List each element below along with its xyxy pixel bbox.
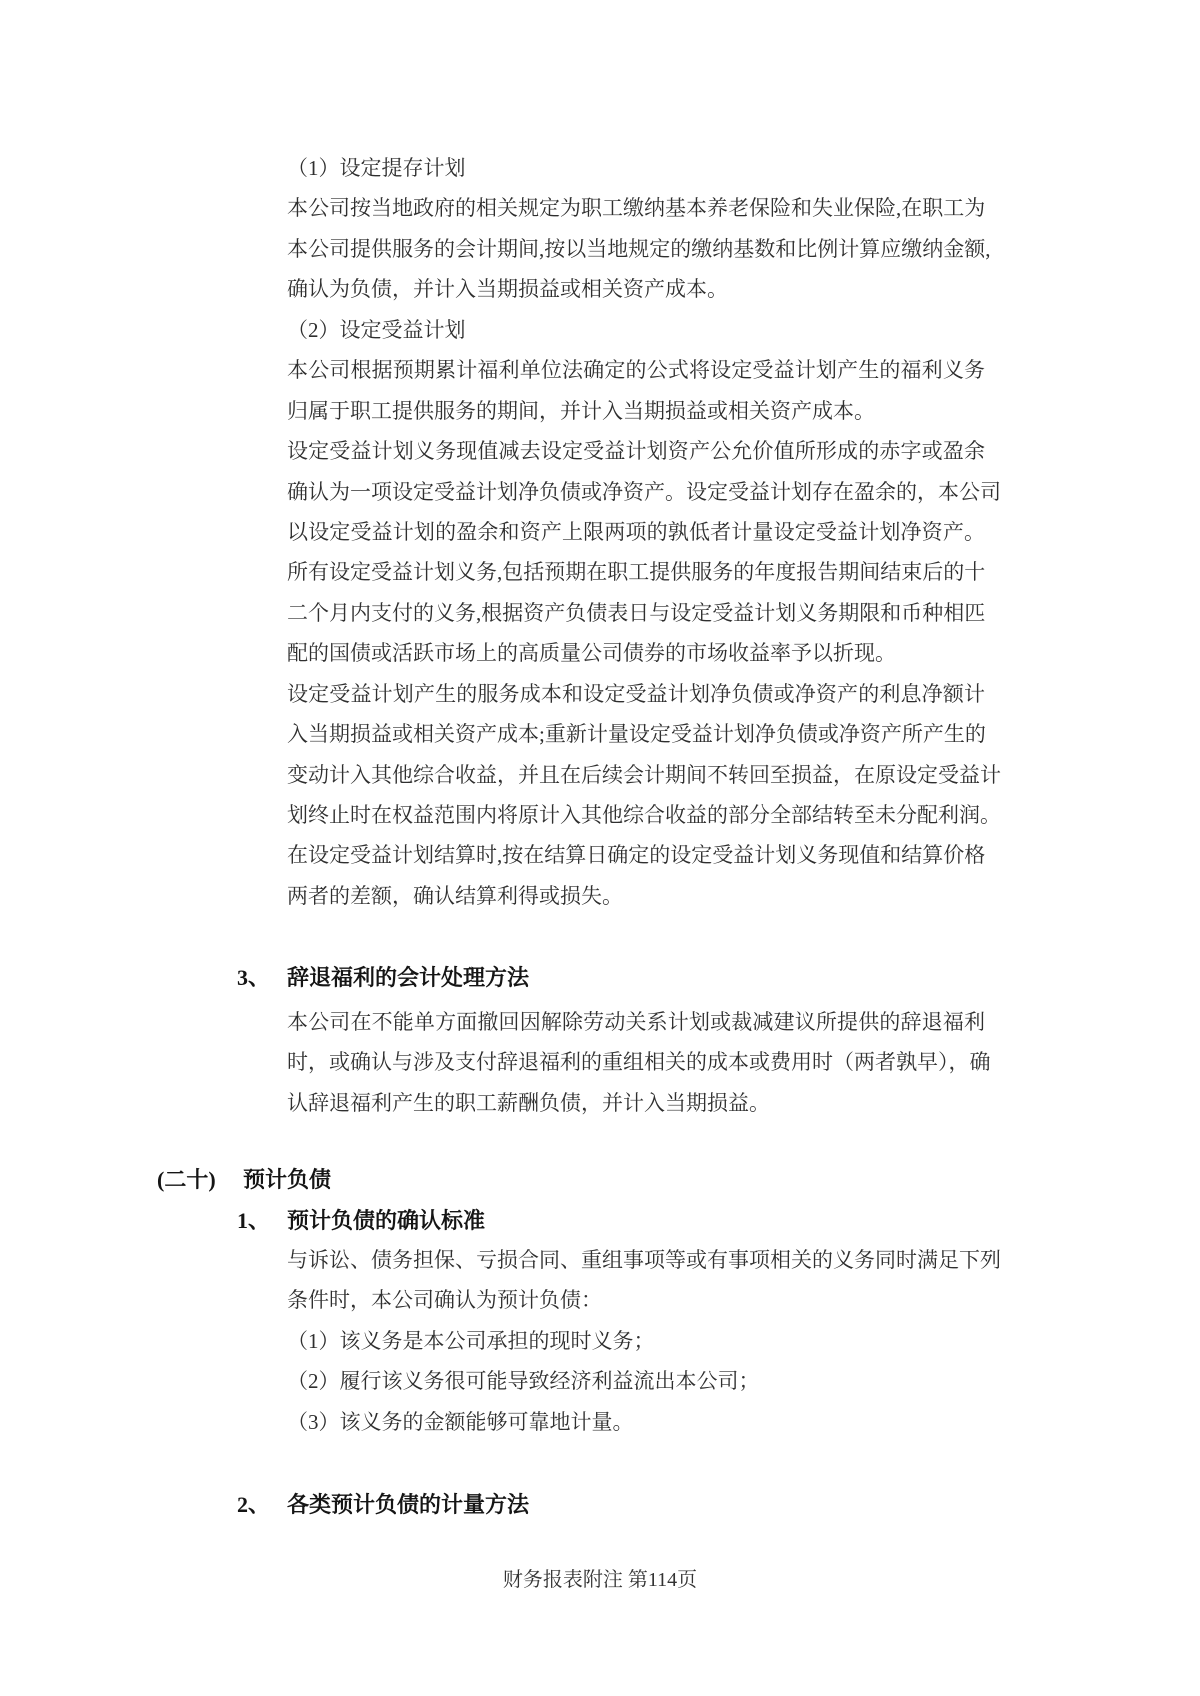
heading-title: 辞退福利的会计处理方法	[287, 965, 530, 990]
paragraph-line: 划终止时在权益范围内将原计入其他综合收益的部分全部结转至未分配利润。	[287, 803, 1001, 827]
heading-title: 预计负债	[243, 1167, 332, 1192]
paragraph-line: 条件时，本公司确认为预计负债：	[287, 1288, 602, 1313]
paragraph-line: （1）设定提存计划	[287, 156, 466, 180]
paragraph-line: 确认为一项设定受益计划净负债或净资产。设定受益计划存在盈余的，本公司	[287, 479, 1001, 504]
paragraph-line: 所有设定受益计划义务,包括预期在职工提供服务的年度报告期间结束后的十	[287, 560, 986, 585]
paragraph-line: 设定受益计划产生的服务成本和设定受益计划净负债或净资产的利息净额计	[287, 681, 985, 706]
heading-number: 1、	[237, 1208, 271, 1233]
paragraph-line: 入当期损益或相关资产成本;重新计量设定受益计划净负债或净资产所产生的	[287, 722, 986, 747]
benefit-plans-paragraphs	[287, 148, 1001, 916]
heading-title: 各类预计负债的计量方法	[287, 1492, 530, 1517]
termination-benefits-paragraph	[287, 1002, 991, 1123]
heading-number: 3、	[237, 965, 271, 990]
heading-number: 2、	[237, 1492, 271, 1517]
paragraph-line: 配的国债或活跃市场上的高质量公司债券的市场收益率予以折现。	[287, 641, 896, 666]
paragraph-line: 两者的差额，确认结算利得或损失。	[287, 883, 623, 908]
paragraph-line: 本公司按当地政府的相关规定为职工缴纳基本养老保险和失业保险,在职工为	[287, 196, 986, 221]
paragraph-line: 本公司在不能单方面撤回因解除劳动关系计划或裁减建议所提供的辞退福利	[287, 1010, 985, 1034]
paragraph-line: 认辞退福利产生的职工薪酬负债，并计入当期损益。	[287, 1090, 770, 1115]
paragraph-line: （1）该义务是本公司承担的现时义务；	[287, 1328, 655, 1353]
paragraph-line: 本公司提供服务的会计期间,按以当地规定的缴纳基数和比例计算应缴纳金额,	[287, 236, 991, 261]
paragraph-line: 变动计入其他综合收益，并且在后续会计期间不转回至损益，在原设定受益计	[287, 762, 1001, 787]
heading-number: (二十)	[157, 1167, 216, 1192]
paragraph-line: 时，或确认与涉及支付辞退福利的重组相关的成本或费用时（两者孰早），确	[287, 1050, 991, 1075]
page-footer: 财务报表附注 第114页	[502, 1569, 698, 1591]
paragraph-line: （2）设定受益计划	[287, 317, 466, 342]
paragraph-line: （3）该义务的金额能够可靠地计量。	[287, 1409, 634, 1434]
paragraph-line: 归属于职工提供服务的期间，并计入当期损益或相关资产成本。	[287, 398, 875, 423]
paragraph-line: 确认为负债，并计入当期损益或相关资产成本。	[287, 277, 728, 302]
paragraph-line: 以设定受益计划的盈余和资产上限两项的孰低者计量设定受益计划净资产。	[287, 519, 985, 544]
paragraph-line: （2）履行该义务很可能导致经济利益流出本公司；	[287, 1369, 760, 1394]
paragraph-line: 与诉讼、债务担保、亏损合同、重组事项等或有事项相关的义务同时满足下列	[287, 1248, 1001, 1272]
paragraph-line: 在设定受益计划结算时,按在结算日确定的设定受益计划义务现值和结算价格	[287, 843, 986, 868]
paragraph-line: 本公司根据预期累计福利单位法确定的公式将设定受益计划产生的福利义务	[287, 358, 985, 383]
paragraph-line: 二个月内支付的义务,根据资产负债表日与设定受益计划义务期限和币种相匹	[287, 600, 986, 625]
provision-recognition-paragraph	[287, 1240, 1001, 1442]
heading-title: 预计负债的确认标准	[287, 1208, 486, 1233]
paragraph-line: 设定受益计划义务现值减去设定受益计划资产公允价值所形成的赤字或盈余	[287, 439, 985, 464]
